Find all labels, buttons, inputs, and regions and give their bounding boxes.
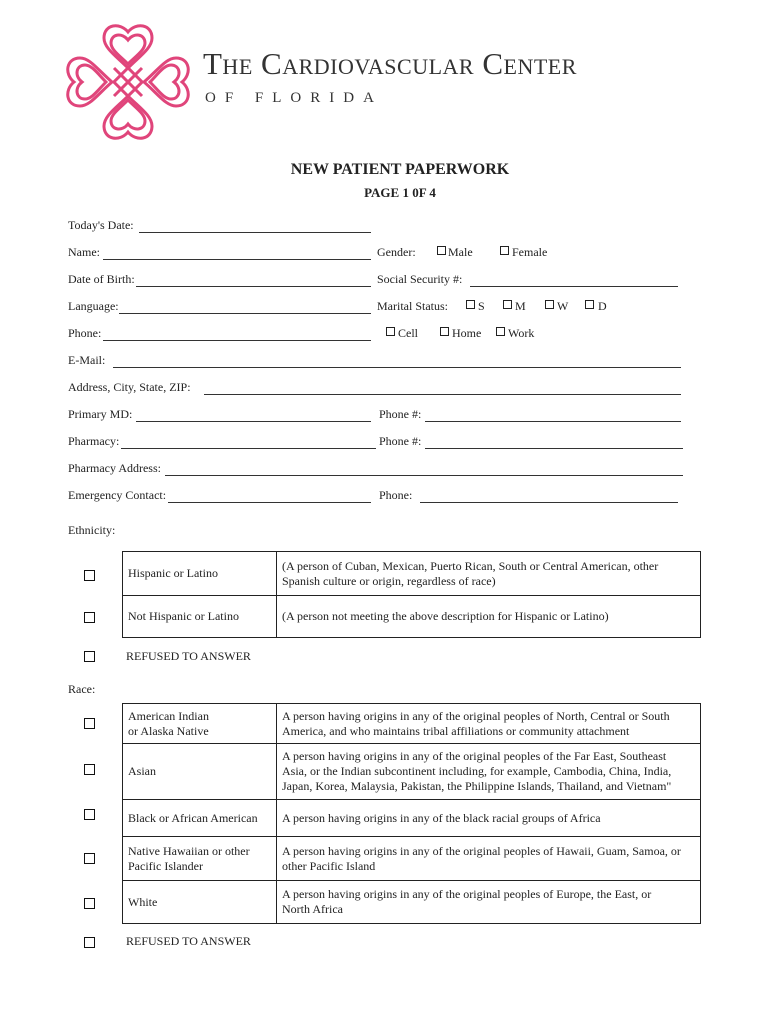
male-checkbox[interactable]: [437, 246, 446, 255]
name-label: Name:: [68, 245, 100, 259]
desc-line: Japan, Korea, Malaysia, Pakistan, the Philippine Islands, Thailand, and Vietnam": [282, 779, 672, 793]
marital-m-checkbox[interactable]: [503, 300, 512, 309]
table-row: [123, 552, 701, 596]
race-asian-checkbox[interactable]: [84, 764, 95, 775]
pharmacy-address-field[interactable]: [165, 475, 683, 476]
female-checkbox[interactable]: [500, 246, 509, 255]
marital-w-checkbox[interactable]: [545, 300, 554, 309]
ethnicity-name-cell: Hispanic or Latino: [123, 552, 277, 596]
primary-md-phone-field[interactable]: [425, 421, 681, 422]
race-name-cell: Black or African American: [123, 800, 277, 837]
ethnicity-hispanic-checkbox[interactable]: [84, 570, 95, 581]
race-american-indian-checkbox[interactable]: [84, 718, 95, 729]
name-line: Native Hawaiian or other: [128, 843, 250, 858]
todays-date-label: Today's Date:: [68, 218, 134, 232]
emergency-contact-label: Emergency Contact:: [68, 488, 167, 502]
address-label: Address, City, State, ZIP:: [68, 380, 191, 394]
dob-label: Date of Birth:: [68, 272, 135, 286]
race-desc-cell: [277, 837, 701, 881]
language-label: Language:: [68, 299, 119, 313]
race-desc-cell: A person having origins in any of the black racial groups of Africa: [277, 800, 701, 837]
phone-field[interactable]: [103, 340, 371, 341]
heart-knot-logo: [66, 24, 190, 140]
email-label: E-Mail:: [68, 353, 106, 367]
email-field[interactable]: [113, 367, 681, 368]
name-field[interactable]: [103, 259, 371, 260]
ssn-label: Social Security #:: [377, 272, 463, 286]
table-row: [123, 704, 701, 744]
home-label: Home: [452, 326, 482, 340]
org-name: The Cardiovascular Center: [203, 46, 577, 81]
name-line: American Indian: [128, 708, 209, 723]
desc-line: Asia, or the Indian subcontinent including, for example, Cambodia, China, India,: [282, 764, 672, 778]
race-table: [122, 703, 701, 924]
pharmacy-field[interactable]: [121, 448, 376, 449]
document-title: NEW PATIENT PAPERWORK: [290, 161, 510, 178]
race-native-hawaiian-checkbox[interactable]: [84, 853, 95, 864]
table-row: [123, 881, 701, 924]
table-row: [123, 800, 701, 837]
primary-md-phone-label: Phone #:: [379, 407, 422, 421]
race-refused-checkbox[interactable]: [84, 937, 95, 948]
desc-line: A person having origins in any of the original peoples of North, Central or South: [282, 708, 670, 723]
ethnicity-table: [122, 551, 701, 638]
ethnicity-refused-label: REFUSED TO ANSWER: [126, 649, 251, 663]
race-black-checkbox[interactable]: [84, 809, 95, 820]
race-name-cell: White: [123, 881, 277, 924]
race-desc-cell: [277, 744, 701, 800]
marital-w-label: W: [557, 299, 569, 313]
ethnicity-name-cell: Not Hispanic or Latino: [123, 596, 277, 638]
race-desc-cell: [277, 881, 701, 924]
phone-label: Phone:: [68, 326, 102, 340]
desc-line: Spanish culture or origin, regardless of race): [282, 573, 496, 588]
table-row: [123, 596, 701, 638]
ethnicity-not-hispanic-checkbox[interactable]: [84, 612, 95, 623]
address-field[interactable]: [204, 394, 681, 395]
marital-d-checkbox[interactable]: [585, 300, 594, 309]
primary-md-field[interactable]: [136, 421, 371, 422]
race-name-cell: Asian: [123, 744, 277, 800]
emergency-phone-field[interactable]: [420, 502, 678, 503]
race-white-checkbox[interactable]: [84, 898, 95, 909]
work-checkbox[interactable]: [496, 327, 505, 336]
ethnicity-desc-cell: (A person not meeting the above description for Hispanic or Latino): [277, 596, 701, 638]
ethnicity-refused-checkbox[interactable]: [84, 651, 95, 662]
desc-line: America, and who maintains tribal affiliations or community attachment: [282, 723, 630, 738]
desc-line: A person having origins in any of the original peoples of the Far East, Southeast: [282, 749, 667, 763]
male-label: Male: [448, 245, 473, 259]
emergency-contact-field[interactable]: [168, 502, 371, 503]
desc-line: North Africa: [282, 902, 343, 916]
work-label: Work: [508, 326, 535, 340]
desc-line: (A person of Cuban, Mexican, Puerto Rican, South or Central American, other: [282, 558, 659, 573]
marital-s-checkbox[interactable]: [466, 300, 475, 309]
cell-checkbox[interactable]: [386, 327, 395, 336]
name-line: Pacific Islander: [128, 858, 203, 873]
ethnicity-desc-cell: [277, 552, 701, 596]
gender-label: Gender:: [377, 245, 416, 259]
primary-md-label: Primary MD:: [68, 407, 133, 421]
race-desc-cell: [277, 704, 701, 744]
name-line: or Alaska Native: [128, 723, 209, 738]
race-refused-label: REFUSED TO ANSWER: [126, 934, 251, 948]
race-name-cell: [123, 837, 277, 881]
cell-label: Cell: [398, 326, 418, 340]
marital-m-label: M: [515, 299, 526, 313]
desc-line: A person having origins in any of the original peoples of Europe, the East, or: [282, 887, 652, 901]
dob-field[interactable]: [136, 286, 371, 287]
todays-date-field[interactable]: [139, 232, 371, 233]
org-location: OF FLORIDA: [205, 90, 383, 106]
marital-status-label: Marital Status:: [377, 299, 448, 313]
marital-d-label: D: [598, 299, 607, 313]
pharmacy-address-label: Pharmacy Address:: [68, 461, 161, 475]
desc-line: other Pacific Island: [282, 858, 376, 873]
pharmacy-label: Pharmacy:: [68, 434, 120, 448]
pharmacy-phone-field[interactable]: [425, 448, 683, 449]
page-number: PAGE 1 0F 4: [364, 185, 436, 200]
race-name-cell: [123, 704, 277, 744]
language-field[interactable]: [119, 313, 371, 314]
desc-line: A person having origins in any of the original peoples of Hawaii, Guam, Samoa, or: [282, 843, 681, 858]
ethnicity-label: Ethnicity:: [68, 523, 116, 537]
race-label: Race:: [68, 682, 96, 696]
home-checkbox[interactable]: [440, 327, 449, 336]
table-row: [123, 837, 701, 881]
marital-s-label: S: [478, 299, 485, 313]
table-row: [123, 744, 701, 800]
female-label: Female: [512, 245, 548, 259]
pharmacy-phone-label: Phone #:: [379, 434, 422, 448]
ssn-field[interactable]: [470, 286, 678, 287]
emergency-phone-label: Phone:: [379, 488, 413, 502]
